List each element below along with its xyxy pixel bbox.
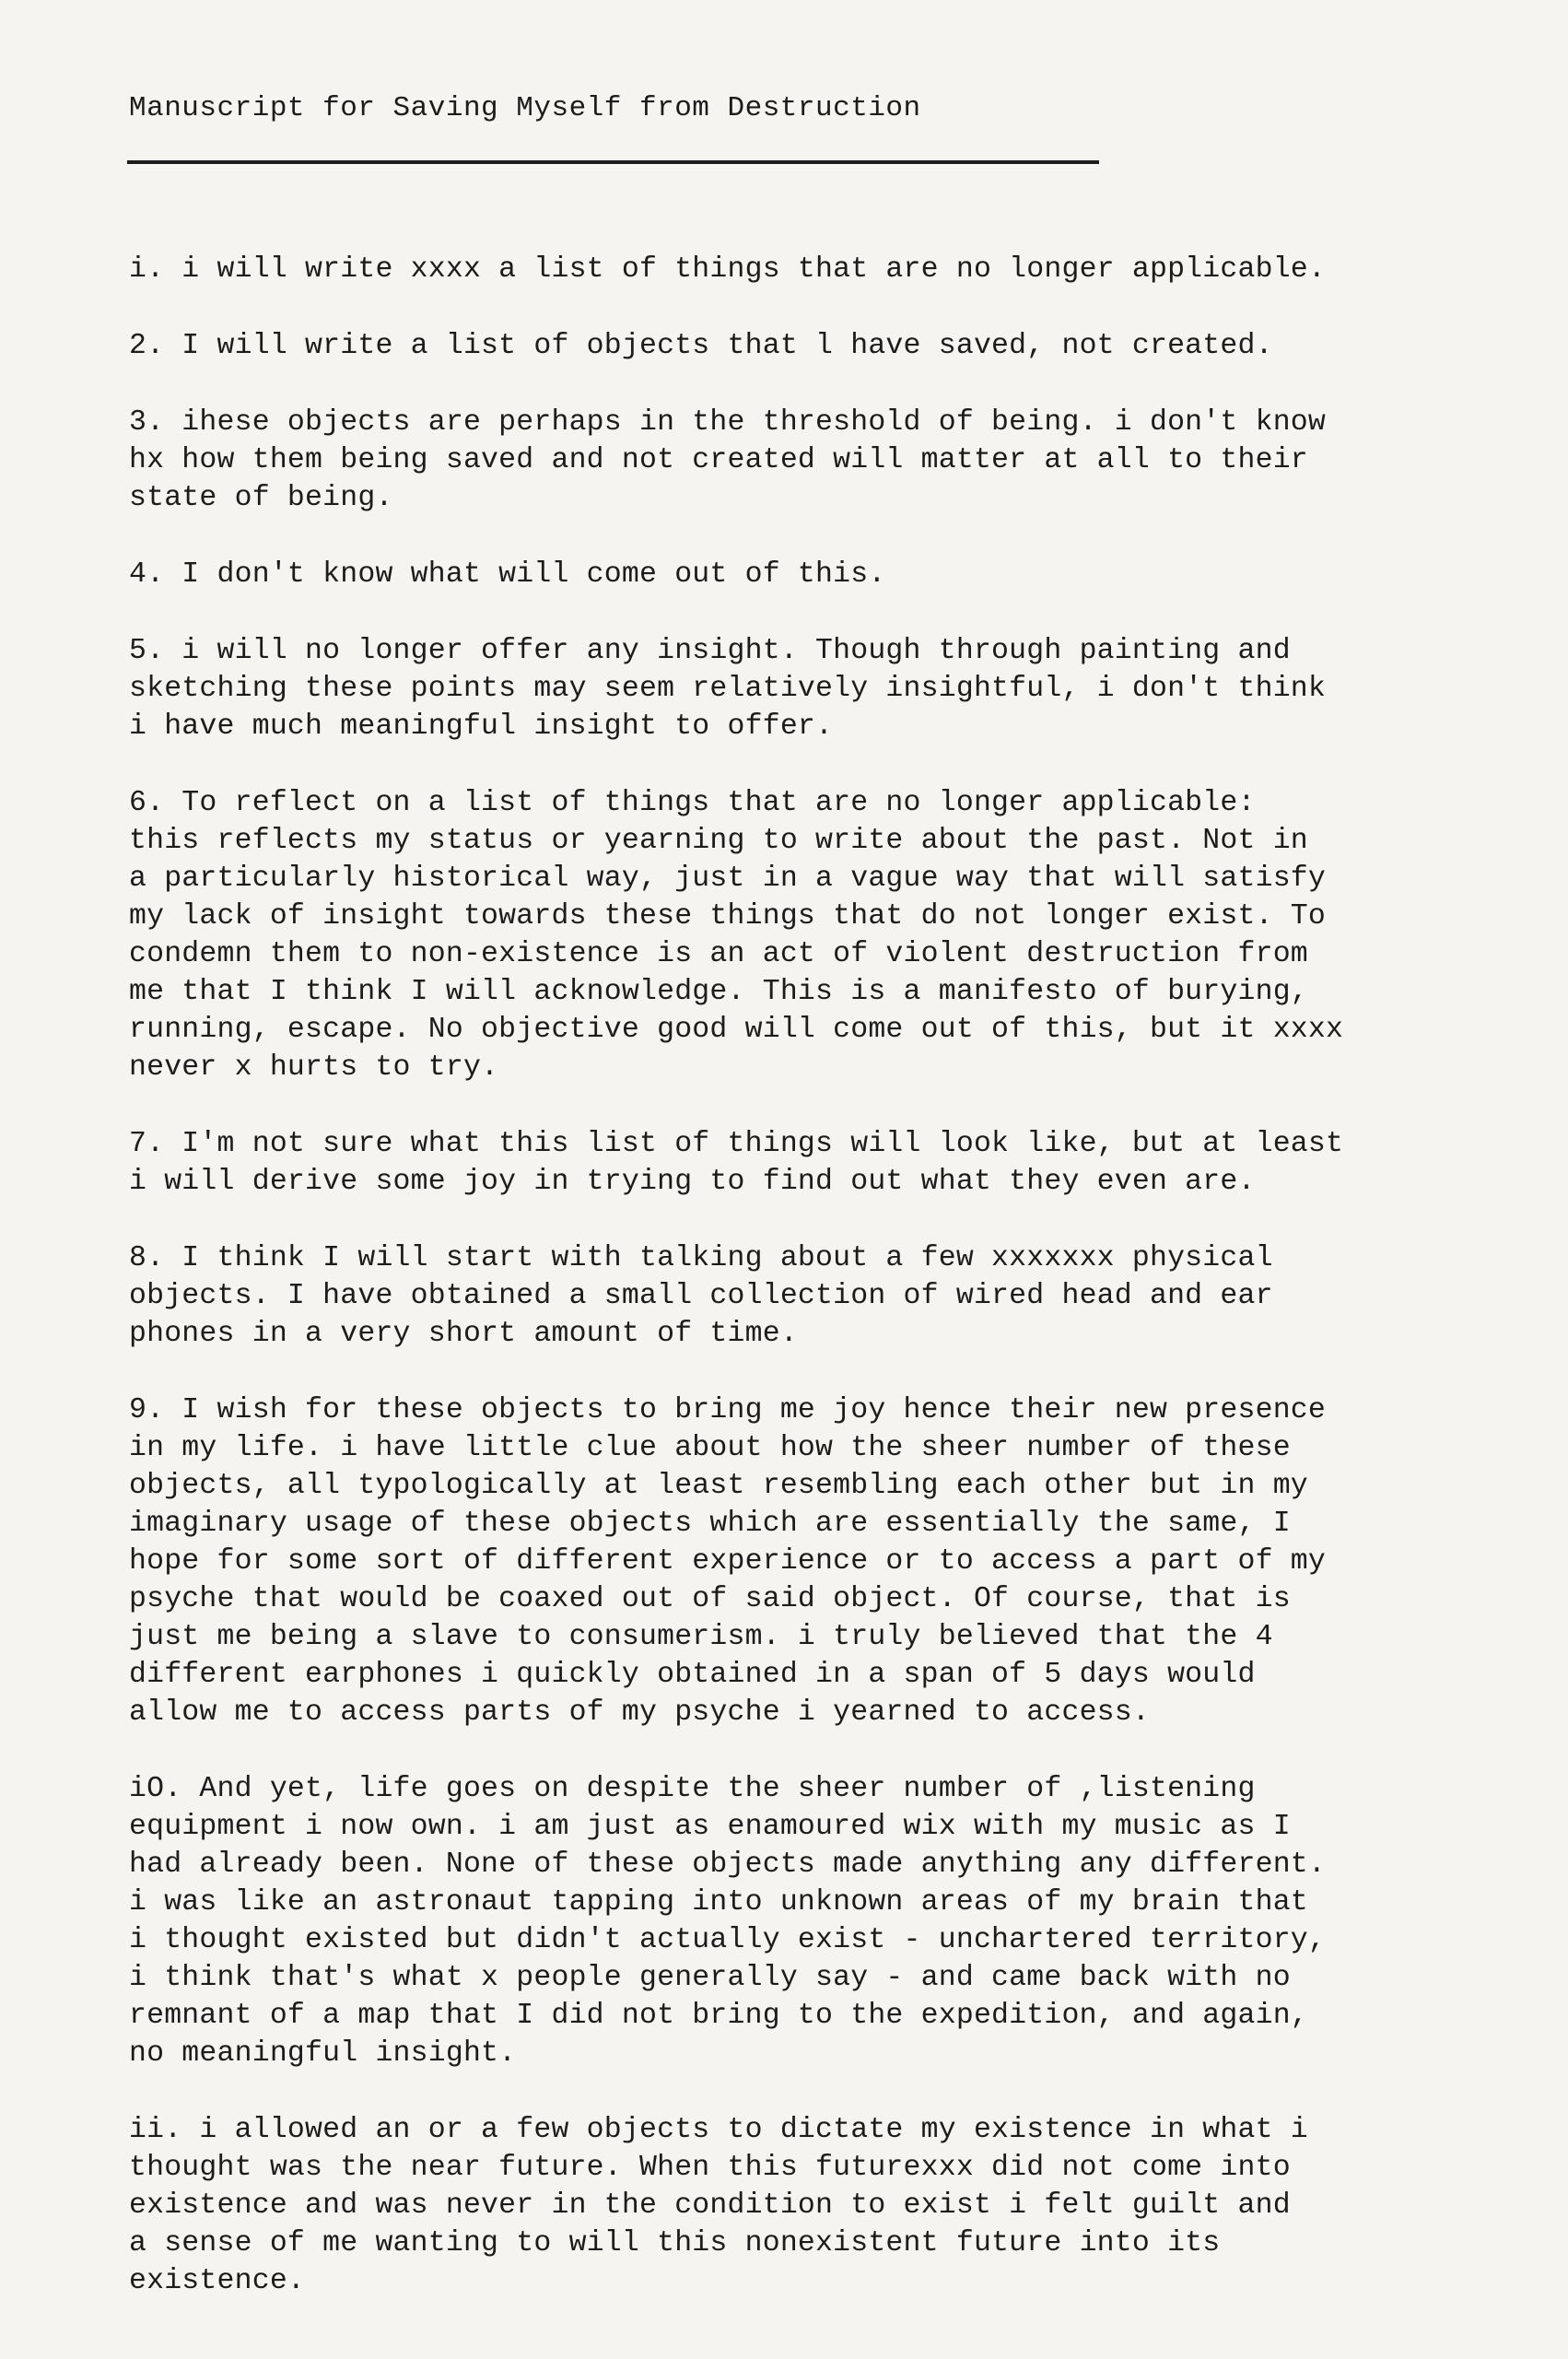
text-line: running, escape. No objective good will come out of this, but it xxxx xyxy=(129,1014,1344,1046)
text-line: 6. To reflect on a list of things that are no longer applicable: xyxy=(129,787,1256,819)
text-line: equipment i now own. i am just as enamoured wix with my music as I xyxy=(129,1811,1291,1843)
text-line: existence and was never in the condition to exist i felt guilt and xyxy=(129,2189,1291,2222)
text-line: i thought existed but didn't actually exist - unchartered territory, xyxy=(129,1924,1327,1956)
text-line: a particularly historical way, just in a vague way that will satisfy xyxy=(129,863,1327,895)
numbered-paragraph xyxy=(129,784,1437,1086)
numbered-paragraph xyxy=(129,556,1437,593)
text-line: 5. i will no longer offer any insight. Though through painting and xyxy=(129,635,1291,667)
numbered-paragraph xyxy=(129,327,1437,365)
numbered-paragraph xyxy=(129,404,1437,517)
text-line: 4. I don't know what will come out of this. xyxy=(129,558,886,591)
numbered-paragraph xyxy=(129,1391,1437,1731)
text-line: different earphones i quickly obtained in a span of 5 days would xyxy=(129,1659,1256,1691)
text-line: this reflects my status or yearning to write about the past. Not in xyxy=(129,825,1308,857)
text-line: hope for some sort of different experience or to access a part of my xyxy=(129,1545,1327,1578)
text-line: 9. I wish for these objects to bring me joy hence their new presence xyxy=(129,1394,1327,1426)
numbered-paragraph xyxy=(129,1239,1437,1353)
text-line: remnant of a map that I did not bring to the expedition, and again, xyxy=(129,2000,1308,2032)
text-line: objects, all typologically at least resembling each other but in my xyxy=(129,1470,1308,1502)
document-body xyxy=(129,251,1437,2339)
text-line: 8. I think I will start with talking about a few xxxxxxx physical xyxy=(129,1242,1273,1274)
numbered-paragraph xyxy=(129,2111,1437,2300)
text-line: psyche that would be coaxed out of said object. Of course, that is xyxy=(129,1583,1291,1615)
text-line: ii. i allowed an or a few objects to dictate my existence in what i xyxy=(129,2114,1308,2146)
text-line: had already been. None of these objects made anything any different. xyxy=(129,1848,1327,1881)
text-line: i will derive some joy in trying to find out what they even are. xyxy=(129,1166,1256,1198)
numbered-paragraph xyxy=(129,632,1437,745)
text-line: i. i will write xxxx a list of things that are no longer applicable. xyxy=(129,253,1327,286)
text-line: a sense of me wanting to will this nonexistent future into its xyxy=(129,2227,1221,2259)
text-line: just me being a slave to consumerism. i truly believed that the 4 xyxy=(129,1621,1273,1653)
numbered-paragraph xyxy=(129,251,1437,288)
text-line: 3. ihese objects are perhaps in the threshold of being. i don't know xyxy=(129,406,1327,439)
text-line: condemn them to non-existence is an act of violent destruction from xyxy=(129,938,1308,970)
text-line: allow me to access parts of my psyche i yearned to access. xyxy=(129,1696,1150,1729)
text-line: in my life. i have little clue about how the sheer number of these xyxy=(129,1432,1291,1464)
document-title: Manuscript for Saving Myself from Destruction xyxy=(129,92,921,124)
text-line: my lack of insight towards these things that do not longer exist. To xyxy=(129,900,1327,933)
title-underline-rule xyxy=(127,160,1099,164)
numbered-paragraph xyxy=(129,1770,1437,2072)
text-line: i think that's what x people generally say - and came back with no xyxy=(129,1962,1291,1994)
text-line: 7. I'm not sure what this list of things will look like, but at least xyxy=(129,1128,1344,1160)
text-line: imaginary usage of these objects which are essentially the same, I xyxy=(129,1508,1291,1540)
text-line: never x hurts to try. xyxy=(129,1051,499,1084)
text-line: i was like an astronaut tapping into unknown areas of my brain that xyxy=(129,1886,1308,1919)
text-line: 2. I will write a list of objects that l have saved, not created. xyxy=(129,330,1273,362)
text-line: sketching these points may seem relatively insightful, i don't think xyxy=(129,673,1327,705)
text-line: existence. xyxy=(129,2265,306,2297)
text-line: iO. And yet, life goes on despite the sheer number of ,listening xyxy=(129,1773,1256,1805)
text-line: thought was the near future. When this futurexxx did not come into xyxy=(129,2152,1291,2184)
text-line: no meaningful insight. xyxy=(129,2037,517,2070)
text-line: me that I think I will acknowledge. This is a manifesto of burying, xyxy=(129,976,1308,1008)
text-line: phones in a very short amount of time. xyxy=(129,1318,798,1350)
text-line: hx how them being saved and not created will matter at all to their xyxy=(129,444,1308,476)
text-line: i have much meaningful insight to offer. xyxy=(129,710,834,743)
text-line: state of being. xyxy=(129,482,393,514)
text-line: objects. I have obtained a small collection of wired head and ear xyxy=(129,1280,1273,1312)
numbered-paragraph xyxy=(129,1125,1437,1201)
